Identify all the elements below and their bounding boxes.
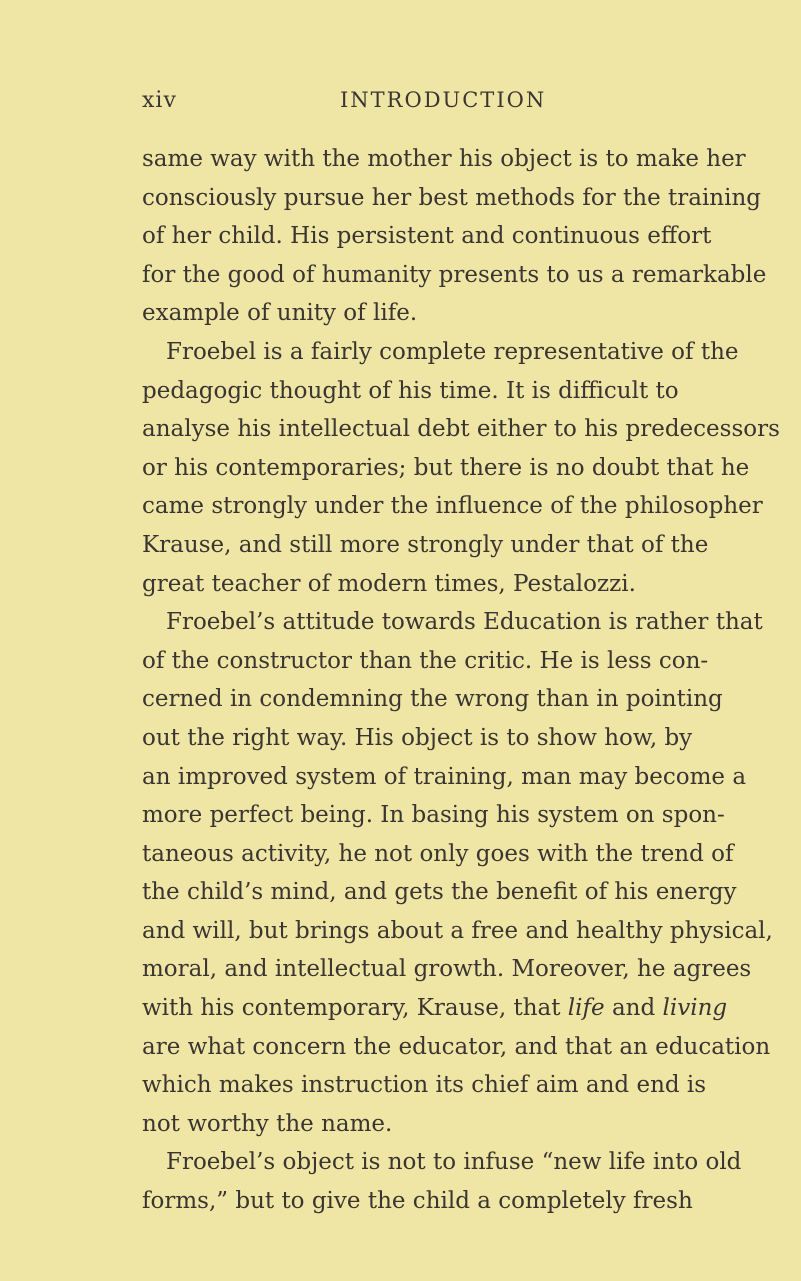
text-line: Froebel’s attitude towards Education is rather that xyxy=(166,609,763,636)
text-line: an improved system of training, man may become a xyxy=(142,763,747,790)
paragraph-2 xyxy=(142,333,780,603)
paragraph-3 xyxy=(142,603,773,1143)
text-line: of the constructor than the critic. He is less con- xyxy=(142,647,709,674)
text-line: are what concern the educator, and that an education xyxy=(142,1033,771,1060)
text-line: example of unity of life. xyxy=(142,300,418,327)
text-line: consciously pursue her best methods for the training xyxy=(142,184,762,211)
text-line: out the right way. His object is to show how, by xyxy=(142,724,693,751)
text-line: which makes instruction its chief aim and end is xyxy=(142,1072,707,1099)
text-line: great teacher of modern times, Pestalozzi. xyxy=(142,570,636,597)
text-line: not worthy the name. xyxy=(142,1110,393,1137)
italic-word-living: living xyxy=(662,995,728,1022)
text-line: moral, and intellectual growth. Moreover, he agrees xyxy=(142,956,752,983)
text-line: came strongly under the influence of the philosopher xyxy=(142,493,763,520)
text-line: cerned in condemning the wrong than in pointing xyxy=(142,686,723,713)
text-fragment: and xyxy=(611,995,656,1022)
text-line-with-italics xyxy=(142,989,728,1028)
italic-word-life: life xyxy=(567,995,605,1022)
text-line: Froebel’s object is not to infuse “new life into old xyxy=(166,1149,742,1176)
text-line: the child’s mind, and gets the benefit of his energy xyxy=(142,879,737,906)
paragraph-1 xyxy=(142,140,767,333)
page-number: xiv xyxy=(142,88,177,113)
text-line: pedagogic thought of his time. It is difficult to xyxy=(142,377,679,404)
text-line: of her child. His persistent and continuous effort xyxy=(142,223,712,250)
text-line: or his contemporaries; but there is no doubt that he xyxy=(142,454,750,481)
text-line: same way with the mother his object is to make her xyxy=(142,146,746,172)
running-title: INTRODUCTION xyxy=(340,88,547,112)
text-line: more perfect being. In basing his system on spon- xyxy=(142,802,725,829)
text-fragment: with his contemporary, Krause, that xyxy=(142,995,561,1022)
page-header xyxy=(142,88,662,118)
text-line: Krause, and still more strongly under that of the xyxy=(142,531,709,558)
body-text xyxy=(142,140,780,1221)
text-line: Froebel is a fairly complete representative of the xyxy=(166,338,739,365)
text-line: taneous activity, he not only goes with the trend of xyxy=(142,840,734,867)
paragraph-4 xyxy=(142,1143,742,1220)
text-line: forms,” but to give the child a completely fresh xyxy=(142,1188,693,1215)
text-line: analyse his intellectual debt either to his predecessors xyxy=(142,416,780,443)
text-line: and will, but brings about a free and healthy physical, xyxy=(142,917,773,944)
text-line: for the good of humanity presents to us a remarkable xyxy=(142,261,767,288)
